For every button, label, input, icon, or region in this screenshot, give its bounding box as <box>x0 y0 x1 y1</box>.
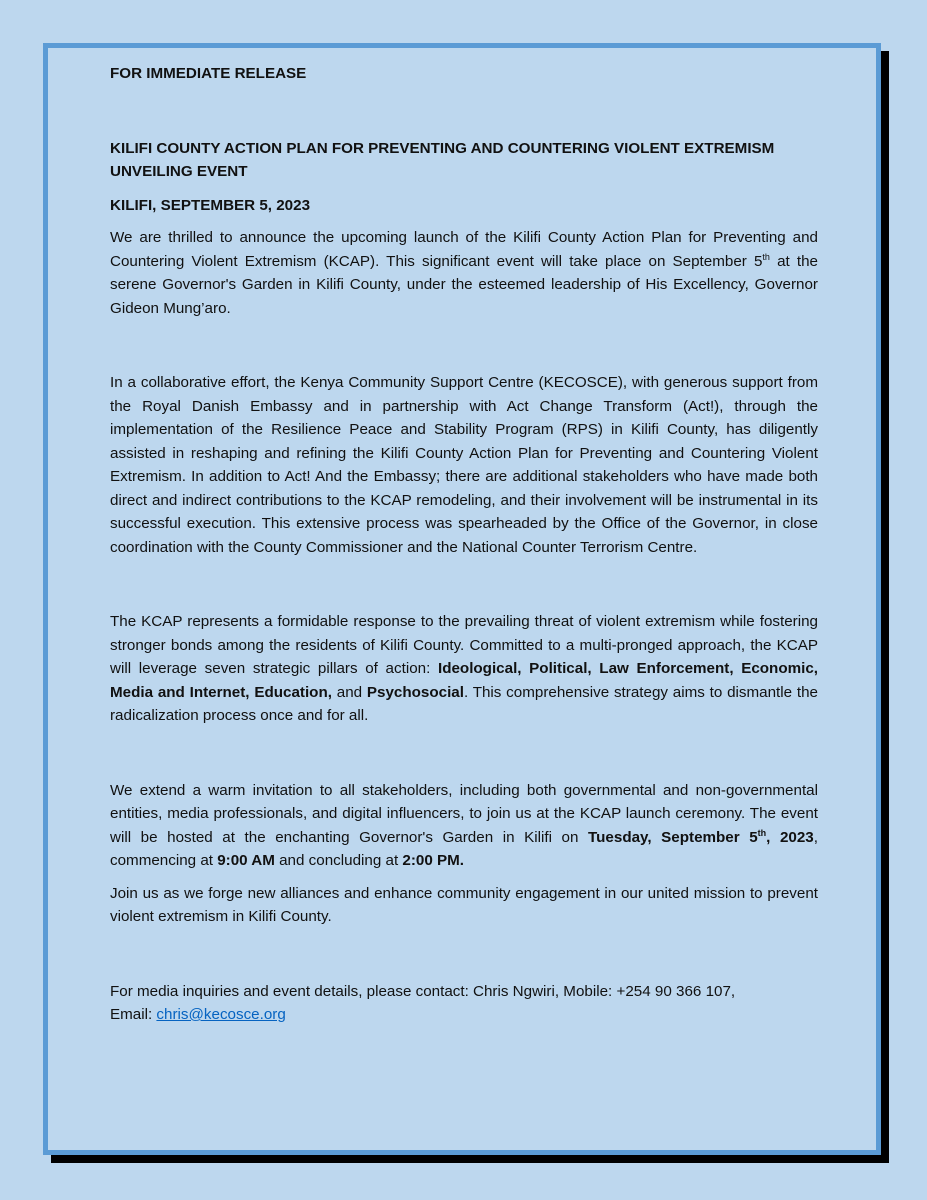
paragraph-pillars <box>110 610 818 728</box>
event-date-b: , 2023 <box>766 828 814 846</box>
p3-text-a: The KCAP represents a formidable response to the prevailing threat of violent extremism while fostering stronger bonds among the residents of Kilifi County. Committed to a multi-pronged approach, the KCAP will leverage seven strategic pillars of action: <box>110 613 818 677</box>
document-title: KILIFI COUNTY ACTION PLAN FOR PREVENTING AND COUNTERING VIOLENT EXTREMISM UNVEILING EVENT <box>110 139 775 180</box>
paragraph-announcement <box>110 226 818 320</box>
start-time: 9:00 AM <box>217 852 275 869</box>
paragraph-invitation <box>110 779 818 873</box>
contact-info <box>110 980 818 1027</box>
end-time: 2:00 PM. <box>402 852 465 869</box>
release-label: FOR IMMEDIATE RELEASE <box>110 65 307 82</box>
p3-text-b: . This comprehensive strategy aims to dismantle the radicalization process once and for all. <box>110 683 818 724</box>
contact-line: For media inquiries and event details, please contact: Chris Ngwiri, Mobile: +254 90 366 107, <box>110 982 736 1000</box>
p1-superscript: th <box>762 251 770 262</box>
event-date-a: Tuesday, September 5 <box>588 828 758 846</box>
press-release-body <box>110 62 818 1027</box>
email-link[interactable]: chris@kecosce.org <box>156 1006 286 1023</box>
p3-and: and <box>331 683 367 701</box>
p1-text-b: at the serene Governor's Garden in Kilifi County, under the esteemed leadership of His Excellency, Governor Gideon Mung’aro. <box>110 252 818 317</box>
event-date-superscript: th <box>757 827 767 838</box>
p4-text-a: We extend a warm invitation to all stakeholders, including both governmental and non-governmental entities, media professionals, and digital influencers, to join us at the KCAP launch ceremony. The event will be hosted at the enchanting Governor's Garden in Kilifi on <box>110 781 818 846</box>
paragraph-collaboration: In a collaborative effort, the Kenya Community Support Centre (KECOSCE), with generous support from the Royal Danish Embassy and in partnership with Act Change Transform (Act!), through the implementation of the Resilience Peace and Stability Program (RPS) in Kilifi County, has diligently assisted in reshaping and refining the Kilifi County Action Plan for Preventing and Countering Violent Extremism. In addition to Act! And the Embassy; there are additional stakeholders who have made both direct and indirect contributions to the KCAP remodeling, and their involvement will be instrumental in its successful execution. This extensive process was spearheaded by the Office of the Governor, in close coordination with the County Commissioner and the National Counter Terrorism Centre. <box>110 374 818 556</box>
p4-mid: , commencing at <box>110 828 818 869</box>
p1-text-a: We are thrilled to announce the upcoming launch of the Kilifi County Action Plan for Preventing and Countering Violent Extremism (KCAP). This significant event will take place on September 5 <box>110 229 818 270</box>
p4-mid2: and concluding at <box>274 852 403 869</box>
dateline: KILIFI, SEPTEMBER 5, 2023 <box>110 196 311 214</box>
email-label: Email: <box>110 1006 157 1023</box>
event-date <box>588 829 814 846</box>
pillar-psychosocial: Psychosocial <box>366 683 464 701</box>
pillars-list: Ideological, Political, Law Enforcement, Economic, Media and Internet, Education, <box>110 660 818 701</box>
paragraph-closing: Join us as we forge new alliances and enhance community engagement in our united mission to prevent violent extremism in Kilifi County. <box>110 884 818 925</box>
